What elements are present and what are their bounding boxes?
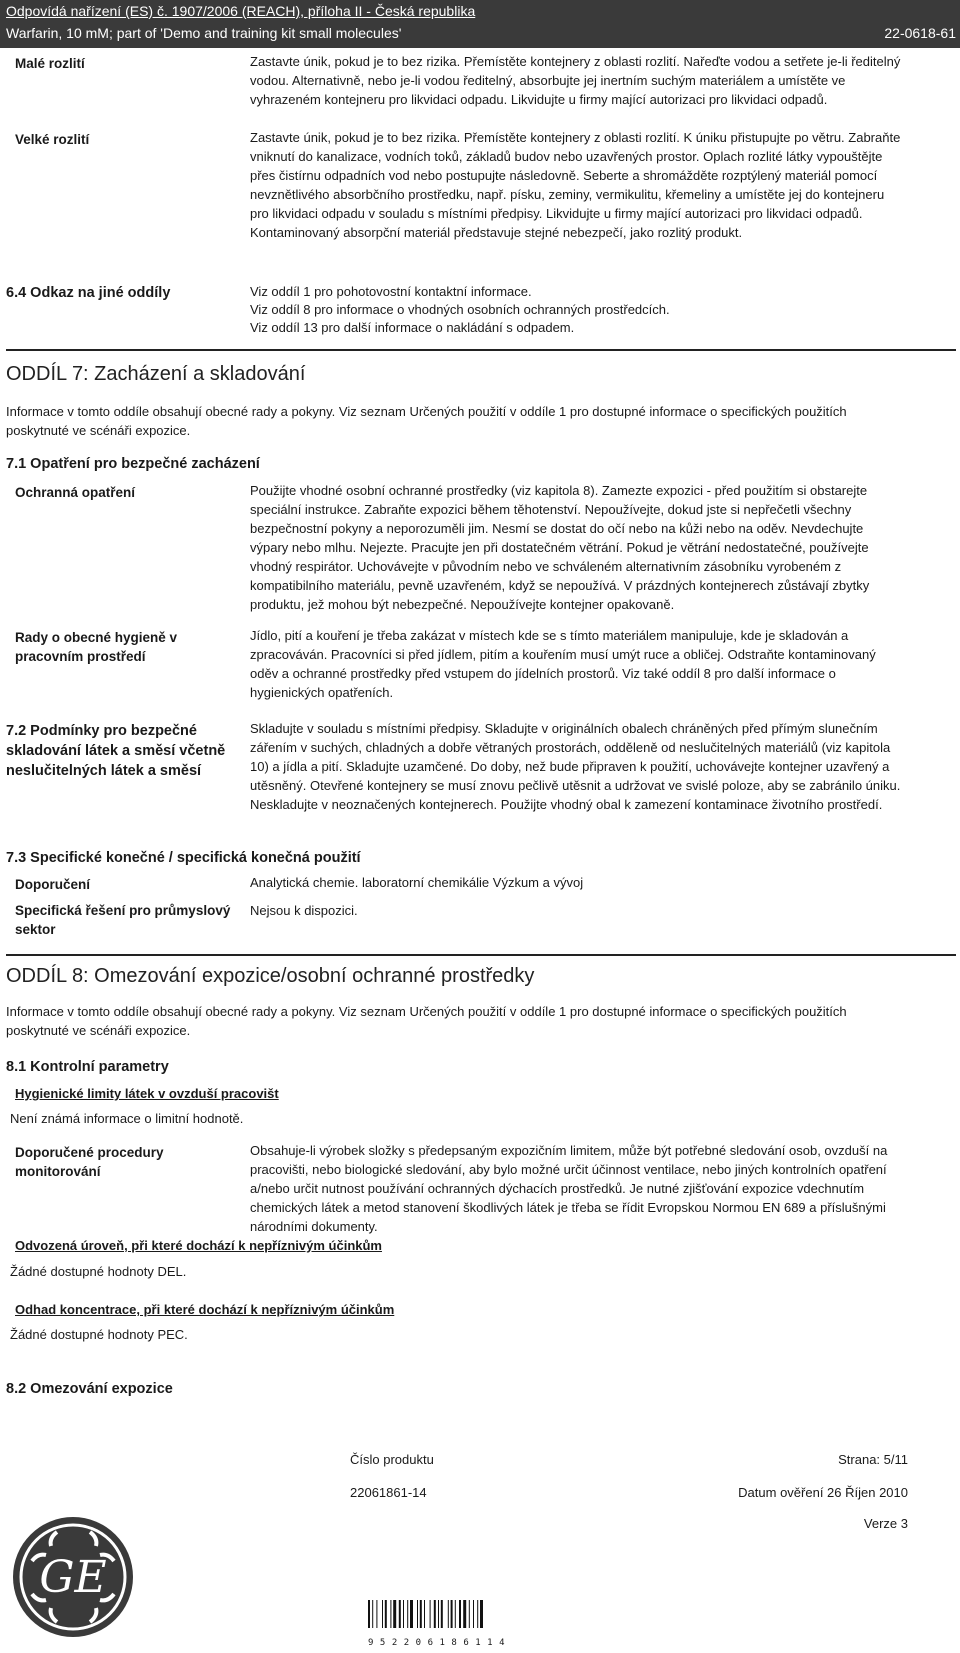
barcode-bar: [438, 1600, 439, 1628]
barcode-bar: [385, 1600, 387, 1628]
recommendations-text: Analytická chemie. laboratorní chemikálie Výzkum a vývoj: [250, 875, 584, 890]
barcode-bar: [410, 1600, 413, 1628]
section-7-3-heading: 7.3 Specifické konečné / specifická konečná použití: [6, 850, 361, 866]
pec-text: Žádné dostupné hodnoty PEC.: [10, 1327, 188, 1342]
barcode-bar: [376, 1600, 377, 1628]
recommendations-label: Doporučení: [15, 877, 91, 892]
exposure-limits-heading: Hygienické limity látek v ovzduší pracovišt: [15, 1086, 279, 1101]
barcode-bar: [372, 1600, 373, 1628]
barcode-bar: [448, 1600, 449, 1628]
section-6-4-label: 6.4 Odkaz na jiné oddíly: [6, 285, 171, 301]
product-number: 22061861-14: [350, 1485, 427, 1500]
barcode-bar: [393, 1600, 396, 1628]
protective-measures-text: Použijte vhodné osobní ochranné prostředky (viz kapitola 8). Zamezte expozici - před použitím si obstarejte speciální instrukce. Zabraňte expozici během těhotenství. Nepoužívejte, dokud jste si nepřečetli všechny bezpečnostní pokyny a neporozuměli jim. Nesmí se dostat do očí nebo na kůži nebo na oděv. Nevdechujte výpary nebo mlhu. Nejezte. Pracujte jen při dostatečném větrání. Pokud je větrání nedostatečné, používejte vhodný respirátor. Uchovávejte v původním nebo ve schváleném alternativním zásobníku vyrobeném z kompatibilního materiálu, pevně uzavřeném, když se nepoužívá. V prázdných kontejnerech zůstávají zbytky produktu, jež mohou být nebezpečné. Nepoužívejte kontejner opakovaně.: [250, 483, 870, 612]
s64-line-2: Viz oddíl 8 pro informace o vhodných osobních ochranných prostředcích.: [250, 302, 670, 317]
section-7-2-heading: 7.2 Podmínky pro bezpečné skladování látek a směsí včetně neslučitelných látek a směsí: [6, 723, 226, 779]
industrial-sector-label: Specifická řešení pro průmyslový sektor: [15, 903, 231, 937]
del-heading: Odvozená úroveň, při které dochází k nepříznivým účinkům: [15, 1238, 382, 1253]
small-spill-label: Malé rozlití: [15, 56, 85, 71]
barcode-bar: [480, 1600, 483, 1628]
monitoring-procedures-text: Obsahuje-li výrobek složky s předepsaným expozičním limitem, může být potřebné sledování osob, ovzduší na pracovišti, nebo biologické sledování, aby bylo možné určit účinnost ventilace, nebo jiných kontrolních opatření a/nebo určit nutnost používání ochranných dýchacích prostředků. Je nutné zjišťování expozice vdechnutím chemických látek a metod stanovení škodlivých látek je třeba se řídit Evropskou Normou EN 689 a příslušnými národními dokumenty.: [250, 1143, 888, 1234]
barcode-bar: [477, 1600, 478, 1628]
product-name: Warfarin, 10 mM; part of 'Demo and training kit small molecules': [6, 25, 402, 41]
barcode-bar: [407, 1600, 408, 1628]
barcode-bars: [368, 1600, 524, 1628]
document-code: 22-0618-61: [884, 25, 956, 41]
barcode-bar: [403, 1600, 404, 1628]
document-header: [0, 0, 960, 48]
hygiene-label: Rady o obecné hygieně v pracovním prostředí: [15, 630, 178, 664]
protective-measures-label: Ochranná opatření: [15, 485, 136, 500]
section-7-title: ODDÍL 7: Zacházení a skladování: [6, 363, 306, 385]
large-spill-text: Zastavte únik, pokud je to bez rizika. Přemístěte kontejnery z oblasti rozlití. K úniku přistupujte po větru. Zabraňte vniknutí do kanalizace, vodních toků, základů budov nebo uzavřených prostor. Oplach rozlité látky vypouštějte přes čistírnu odpadních vod nebo postupujte následovně. Seberte a shromážděte rozptýlený materiál pomocí nevznětlivého absorbčního prostředku, např. písku, zeminy, vermikulitu, křemeliny a umístěte jej do kontejneru pro likvidaci odpadu v souladu s místními předpisy. Likvidujte u firmy mající autorizaci pro likvidaci odpadů. Kontaminovaný absorpční materiál představuje stejné nebezpečí, jako rozlitý produkt.: [250, 130, 901, 240]
barcode-bar: [451, 1600, 453, 1628]
page-number: Strana: 5/11: [838, 1452, 908, 1467]
industrial-sector-text: Nejsou k dispozici.: [250, 903, 358, 918]
exposure-limits-text: Není známá informace o limitní hodnotě.: [10, 1111, 244, 1126]
barcode-bar: [430, 1600, 431, 1628]
ge-logo-icon: [12, 1516, 134, 1638]
barcode-bar: [368, 1600, 370, 1628]
section-divider: [6, 954, 956, 956]
section-8-intro: Informace v tomto oddíle obsahují obecné rady a pokyny. Viz seznam Určených použití v oddíle 1 pro dostupné informace o specifických použitích poskytnuté ve scénáři expozice.: [6, 1004, 847, 1038]
hygiene-text: Jídlo, pití a kouření je třeba zakázat v místech kde se s tímto materiálem manipuluje, kde je skladován a zpracováván. Pracovníci si před jídlem, pitím a kouřením musí umýt ruce a obličej. Odstraňte kontaminovaný oděv a ochranné prostředky před vstupem do jídelních prostorů. Viz také oddíl 8 pro další informace o hygienických opatřeních.: [250, 628, 876, 700]
barcode-bar: [390, 1600, 391, 1628]
pec-heading: Odhad koncentrace, při které dochází k nepříznivým účinkům: [15, 1302, 395, 1317]
section-7-2-text: Skladujte v souladu s místními předpisy. Skladujte v originálních obalech chráněných před přímým slunečním zářením v suchých, chladných a dobře větraných prostorách, odděleně od neslučitelných materiálů (viz kapitola 10) a jídla a pití. Skladujte uzamčené. Do doby, než bude připraven k použití, uchovávejte kontejner uzavřený a utěsněný. Otevřené kontejnery se musí znovu pečlivě utěsnit a udržovat ve svislé poloze, aby se zabránilo úniku. Neskladujte v neoznačených kontejnerech. Použijte vhodný obal k zamezení kontaminace životního prostředí.: [250, 721, 901, 812]
version: Verze 3: [863, 1516, 908, 1531]
barcode-bar: [382, 1600, 383, 1628]
barcode-bar: [459, 1600, 461, 1628]
product-number-label: Číslo produktu: [350, 1452, 434, 1467]
barcode-bar: [455, 1600, 456, 1628]
s64-line-1: Viz oddíl 1 pro pohotovostní kontaktní informace.: [250, 284, 532, 299]
large-spill-label: Velké rozlití: [15, 132, 90, 147]
svg-text:GE: GE: [39, 1552, 107, 1603]
barcode: [368, 1600, 524, 1648]
revision-date: Datum ověření 26 Říjen 2010: [738, 1485, 908, 1500]
del-text: Žádné dostupné hodnoty DEL.: [10, 1264, 187, 1279]
barcode-digits: 952206186114: [368, 1638, 512, 1648]
barcode-bar: [417, 1600, 418, 1628]
barcode-bar: [473, 1600, 474, 1628]
barcode-bar: [424, 1600, 425, 1628]
barcode-bar: [441, 1600, 443, 1628]
barcode-bar: [434, 1600, 436, 1628]
barcode-bar: [463, 1600, 466, 1628]
section-8-title: ODDÍL 8: Omezování expozice/osobní ochranné prostředky: [6, 965, 535, 987]
barcode-bar: [399, 1600, 401, 1628]
section-7-1-heading: 7.1 Opatření pro bezpečné zacházení: [6, 456, 260, 472]
small-spill-text: Zastavte únik, pokud je to bez rizika. Přemístěte kontejnery z oblasti rozlití. Nařeďte vodou a setřete je-li ředitelný vodou. Alternativně, nebo je-li vodou ředitelný, absorbujte jej inertním suchým materiálem a umístěte ve vyhrazeném kontejneru pro likvidaci odpadu. Likvidujte u firmy mající autorizaci pro likvidaci odpadů.: [250, 54, 901, 107]
barcode-bar: [420, 1600, 422, 1628]
s64-line-3: Viz oddíl 13 pro další informace o nakládání s odpadem.: [250, 320, 575, 335]
section-divider: [6, 349, 956, 351]
section-7-intro: Informace v tomto oddíle obsahují obecné rady a pokyny. Viz seznam Určených použití v oddíle 1 pro dostupné informace o specifických použitích poskytnuté ve scénáři expozice.: [6, 404, 847, 438]
monitoring-procedures-label: Doporučené procedury monitorování: [15, 1145, 164, 1179]
barcode-bar: [469, 1600, 470, 1628]
regulation-text: Odpovídá nařízení (ES) č. 1907/2006 (REACH), příloha II - Česká republika: [6, 3, 476, 19]
section-8-2-heading: 8.2 Omezování expozice: [6, 1381, 173, 1397]
section-8-1-heading: 8.1 Kontrolní parametry: [6, 1059, 169, 1075]
